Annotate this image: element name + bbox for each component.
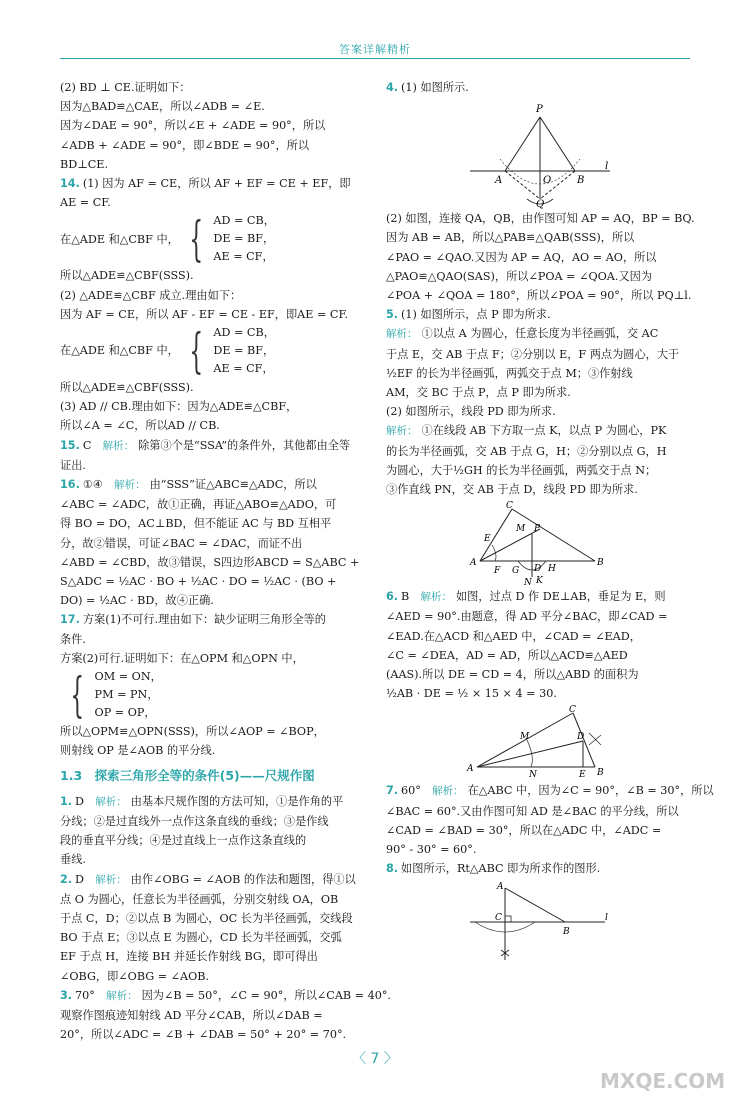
text-line: 条件. bbox=[60, 632, 86, 646]
section-heading: 1.3 探索三角形全等的条件(5)——尺规作图 bbox=[60, 768, 315, 784]
text-line: EF 于点 H，连接 BH 并延长作射线 BG，即可得出 bbox=[60, 950, 318, 964]
question-number: 2. bbox=[60, 872, 73, 886]
text-line: ∠EAD.在△ACD 和△AED 中，∠CAD = ∠EAD， bbox=[386, 629, 641, 643]
fig-label: N bbox=[524, 578, 532, 589]
fig-label: F bbox=[494, 566, 501, 577]
text-line: 所以∠A = ∠C，所以AD // CB. bbox=[60, 419, 220, 433]
q14-block bbox=[60, 174, 366, 436]
q16-block bbox=[60, 475, 366, 610]
text-line: ∠POA + ∠QOA = 180°，所以∠POA = 90°，所以 PQ⊥l. bbox=[386, 289, 692, 303]
fig-label: P bbox=[534, 524, 541, 535]
text-line: S△ADC = ½AC · BO + ½AC · DO = ½AC · (BO + bbox=[60, 575, 337, 589]
s2-block bbox=[60, 870, 366, 986]
fig-label: C bbox=[569, 705, 576, 716]
answer: D bbox=[75, 794, 85, 808]
q17-block bbox=[60, 610, 366, 760]
segment-ab bbox=[505, 888, 565, 922]
text-line: 因为∠DAE = 90°，所以∠E + ∠ADE = 90°，所以 bbox=[60, 119, 326, 133]
equation-system bbox=[60, 324, 366, 378]
question-number: 15. bbox=[60, 438, 80, 452]
analysis-label: 解析： bbox=[95, 795, 127, 808]
s3-block bbox=[60, 986, 391, 1045]
fig-label: B bbox=[563, 927, 570, 938]
page-number: 〈 7 〉 bbox=[352, 1051, 398, 1067]
brace-glyph: { bbox=[189, 211, 203, 268]
system-line: AD = CB， bbox=[213, 326, 275, 340]
segment-cb bbox=[512, 509, 595, 561]
text-line: 为圆心，大于½GH 的长为半径画弧，两弧交于点 N； bbox=[386, 463, 657, 477]
text-line: 方案(1)不可行.理由如下：缺少证明三角形全等的 bbox=[82, 613, 326, 627]
system-line: AE = CF， bbox=[213, 362, 274, 376]
answer: 70° bbox=[75, 988, 95, 1002]
text-line: 20°，所以∠ADC = ∠B + ∠DAB = 50° + 20° = 70°. bbox=[60, 1028, 347, 1042]
fig-label: M bbox=[516, 524, 526, 535]
text-line: 由作∠OBG = ∠AOB 的作法和题图，得①以 bbox=[130, 872, 356, 886]
figure-perpendicular-construction bbox=[465, 99, 615, 211]
text-line: ∠CAD = ∠BAD = 30°，所以在△ADC 中，∠ADC = bbox=[386, 823, 662, 837]
text-line: ∠ADB + ∠ADE = 90°，即∠BDE = 90°，所以 bbox=[60, 138, 310, 152]
analysis-label: 解析： bbox=[420, 591, 452, 604]
text-line: DO) = ½AC · BD，故④正确. bbox=[60, 594, 214, 608]
question-number: 6. bbox=[386, 590, 399, 604]
analysis-label: 解析： bbox=[432, 785, 464, 798]
text-line: 得 BO = DO，AC⊥BD，但不能证 AC 与 BD 互相平 bbox=[60, 517, 332, 531]
text-line: 观察作图痕迹知射线 AD 平分∠CAB，所以∠DAB = bbox=[60, 1008, 323, 1022]
question-number: 4. bbox=[386, 81, 399, 94]
fig-label: O bbox=[543, 175, 552, 187]
header-rule bbox=[60, 58, 690, 59]
segment-pa bbox=[505, 117, 540, 171]
text-line: 因为∠B = 50°，∠C = 90°，所以∠CAB = 40°. bbox=[141, 988, 391, 1002]
text-line: 垂线. bbox=[60, 853, 86, 867]
fig-label: P bbox=[536, 104, 543, 116]
fig-label: A bbox=[470, 558, 477, 569]
text-line: (1) 如图所示，点 P 即为所求. bbox=[401, 308, 551, 322]
text-line: 因为△BAD≌△CAE，所以∠ADB = ∠E. bbox=[60, 100, 265, 114]
text-line: BD⊥CE. bbox=[60, 157, 108, 171]
fig-label: A bbox=[497, 882, 504, 893]
analysis-label: 解析： bbox=[386, 425, 418, 438]
text-line: ∠BAC = 60°.又由作图可知 AD 是∠BAC 的平分线，所以 bbox=[386, 804, 679, 818]
analysis-label: 解析： bbox=[106, 989, 138, 1002]
watermark: MXQE.COM bbox=[600, 1069, 726, 1093]
text-line: ∠C = ∠DEA，AD = AD，所以△ACD≌△AED bbox=[386, 648, 628, 662]
equation-system bbox=[60, 668, 366, 722]
system-line: OM = ON， bbox=[94, 670, 162, 684]
text-line: 除第③个是“SSA”的条件外，其他都由全等 bbox=[138, 438, 351, 452]
answer: ①④ bbox=[82, 478, 103, 492]
fig-label: A bbox=[495, 175, 503, 187]
system-line: DE = BF， bbox=[213, 232, 275, 246]
system-line: PM = PN， bbox=[94, 688, 159, 702]
question-number: 17. bbox=[60, 613, 80, 627]
system-line: DE = BF， bbox=[213, 344, 275, 358]
text-line: 如图，过点 D 作 DE⊥AB，垂足为 E，则 bbox=[455, 590, 666, 604]
text-line: 在△ABC 中，因为∠C = 90°，∠B = 30°，所以 bbox=[467, 784, 714, 798]
answer: D bbox=[75, 872, 85, 886]
fig-label: l bbox=[605, 913, 608, 924]
text-line: 由“SSS”证△ABC≌△ADC，所以 bbox=[149, 478, 317, 492]
q15-block bbox=[60, 436, 366, 475]
text-line: 所以△OPM≌△OPN(SSS)，所以∠AOP = ∠BOP， bbox=[60, 725, 325, 739]
fig-label: N bbox=[529, 770, 537, 781]
question-number: 1. bbox=[60, 794, 73, 808]
text-line: ∠ABC = ∠ADC，故①正确，再证△ABO≌△ADO，可 bbox=[60, 498, 337, 512]
fig-label: E bbox=[579, 770, 586, 781]
page-header-title: 答案详解精析 bbox=[339, 43, 411, 56]
system-prefix: 在△ADE 和△CBF 中， bbox=[60, 344, 179, 358]
text-line: (3) AD // CB.理由如下：因为△ADE≌△CBF， bbox=[60, 400, 298, 414]
text-line: ①在线段 AB 下方取一点 K，以点 P 为圆心，PK bbox=[421, 424, 667, 438]
fig-label: B bbox=[597, 768, 604, 779]
text-line: (2) △ADE≌△CBF 成立.理由如下： bbox=[60, 288, 242, 302]
text-line: (2) 如图，连接 QA，QB，由作图可知 AP = AQ，BP = BQ. bbox=[386, 212, 695, 226]
q13-block bbox=[60, 78, 366, 174]
text-line: ∠AED = 90°.由题意，得 AD 平分∠BAC，即∠CAD = bbox=[386, 610, 668, 624]
text-line: ½EF 的长为半径画弧，两弧交于点 M；③作射线 bbox=[386, 366, 633, 380]
answer: 60° bbox=[401, 784, 421, 798]
question-number: 3. bbox=[60, 988, 73, 1002]
question-number: 14. bbox=[60, 177, 80, 191]
s8-block bbox=[386, 859, 694, 964]
text-line: 于点 E，交 AB 于点 F；②分别以 E，F 两点为圆心，大于 bbox=[386, 347, 680, 361]
text-line: 所以△ADE≌△CBF(SSS). bbox=[60, 381, 194, 395]
text-line: 证出. bbox=[60, 458, 86, 472]
question-number: 8. bbox=[386, 862, 399, 876]
text-line: 的长为半径画弧，交 AB 于点 G，H；②分别以点 G，H bbox=[386, 444, 667, 458]
text-line: BO 于点 E；③以点 E 为圆心，CD 长为半径画弧，交弧 bbox=[60, 931, 342, 945]
answer: C bbox=[82, 438, 92, 452]
analysis-label: 解析： bbox=[386, 328, 418, 341]
fig-label: B bbox=[597, 558, 604, 569]
text-line: ∠PAO = ∠QAO.又因为 AP = AQ，AO = AO，所以 bbox=[386, 250, 657, 264]
fig-label: K bbox=[536, 576, 543, 587]
segment-pb bbox=[540, 117, 575, 171]
question-number: 5. bbox=[386, 308, 399, 322]
text-line: 因为 AB = AB，所以△PAB≌△QAB(SSS)，所以 bbox=[386, 231, 635, 245]
fig-label: G bbox=[512, 566, 520, 577]
system-line: AE = CF， bbox=[213, 250, 274, 264]
s5-block bbox=[386, 305, 694, 589]
system-line: OP = OP， bbox=[94, 706, 156, 720]
s6-block bbox=[386, 587, 694, 779]
text-line: (2) BD ⊥ CE.证明如下： bbox=[60, 81, 191, 94]
analysis-label: 解析： bbox=[95, 873, 127, 886]
fig-label: C bbox=[506, 501, 513, 512]
segment-qa bbox=[505, 171, 540, 199]
fig-label: l bbox=[605, 161, 609, 173]
fig-label: A bbox=[467, 764, 474, 775]
text-line: ①以点 A 为圆心，任意长度为半径画弧，交 AC bbox=[421, 327, 659, 341]
fig-label: H bbox=[548, 564, 556, 575]
text-line: 方案(2)可行.证明如下：在△OPM 和△OPN 中， bbox=[60, 651, 304, 665]
answer: B bbox=[401, 590, 410, 604]
text-line: 于点 C，D；②以点 B 为圆心，OC 长为半径画弧，交线段 bbox=[60, 911, 353, 925]
text-line: (1) 因为 AF = CE，所以 AF + EF = CE + EF，即 bbox=[82, 177, 351, 191]
text-line: 分，故②错误，可证∠BAC = ∠DAC，而证不出 bbox=[60, 536, 303, 550]
fig-label: Q bbox=[536, 199, 545, 211]
text-line: AM，交 BC 于点 P，点 P 即为所求. bbox=[386, 386, 571, 400]
text-line: (1) 如图所示. bbox=[401, 81, 469, 94]
text-line: ∠OBG，即∠OBG = ∠AOB. bbox=[60, 969, 210, 983]
fig-label: M bbox=[520, 732, 530, 743]
text-line: 如图所示，Rt△ABC 即为所求作的图形. bbox=[401, 862, 601, 876]
text-line: 因为 AF = CE，所以 AF - EF = CE - EF，即AE = CF. bbox=[60, 307, 349, 321]
text-line: 90° - 30° = 60°. bbox=[386, 843, 477, 857]
right-column bbox=[386, 78, 714, 966]
question-number: 16. bbox=[60, 478, 80, 492]
text-line: ③作直线 PN，交 AB 于点 D，线段 PD 即为所求. bbox=[386, 483, 638, 497]
figure-right-triangle bbox=[465, 880, 615, 964]
text-line: ½AB · DE = ½ × 15 × 4 = 30. bbox=[386, 687, 557, 701]
left-column bbox=[60, 78, 391, 1044]
s7-block bbox=[386, 781, 714, 859]
text-line: 段的垂直平分线；④是过直线上一点作这条直线的 bbox=[60, 834, 307, 848]
fig-label: C bbox=[495, 913, 502, 924]
s1-block bbox=[60, 792, 366, 870]
text-line: AE = CF. bbox=[60, 196, 111, 210]
text-line: 由基本尺规作图的方法可知，①是作角的平 bbox=[130, 794, 344, 808]
figure-triangle-bisector bbox=[465, 705, 615, 779]
system-line: AD = CB， bbox=[213, 214, 275, 228]
segment-ad bbox=[477, 741, 583, 767]
fig-label: D bbox=[577, 732, 585, 743]
equation-system bbox=[60, 212, 366, 266]
fig-label: E bbox=[484, 534, 491, 545]
text-line: (AAS).所以 DE = CD = 4，所以△ABD 的面积为 bbox=[386, 668, 639, 682]
right-angle-mark bbox=[505, 916, 511, 922]
text-line: 则射线 OP 是∠AOB 的平分线. bbox=[60, 744, 216, 758]
brace-glyph: { bbox=[70, 667, 85, 724]
s4-block bbox=[386, 78, 694, 305]
brace-glyph: { bbox=[189, 323, 203, 380]
fig-label: D bbox=[534, 564, 542, 575]
text-line: 分线；②是过直线外一点作这条直线的垂线；③是作线 bbox=[60, 814, 329, 828]
text-line: 点 O 为圆心，任意长为半径画弧，分别交射线 OA，OB bbox=[60, 892, 339, 906]
question-number: 7. bbox=[386, 784, 399, 798]
fig-label: B bbox=[577, 175, 585, 187]
analysis-label: 解析： bbox=[102, 439, 135, 452]
text-line: (2) 如图所示，线段 PD 即为所求. bbox=[386, 405, 556, 419]
analysis-label: 解析： bbox=[114, 479, 146, 492]
text-line: 所以△ADE≌△CBF(SSS). bbox=[60, 269, 194, 283]
arc-mn bbox=[527, 740, 532, 767]
figure-angle-bisector-construction bbox=[470, 501, 610, 589]
text-line: △PAO≌△QAO(SAS)，所以∠POA = ∠QOA.又因为 bbox=[386, 269, 653, 283]
text-line: ∠ABD = ∠CBD，故③错误，S四边形ABCD = S△ABC + bbox=[60, 555, 360, 569]
system-prefix: 在△ADE 和△CBF 中， bbox=[60, 232, 179, 246]
